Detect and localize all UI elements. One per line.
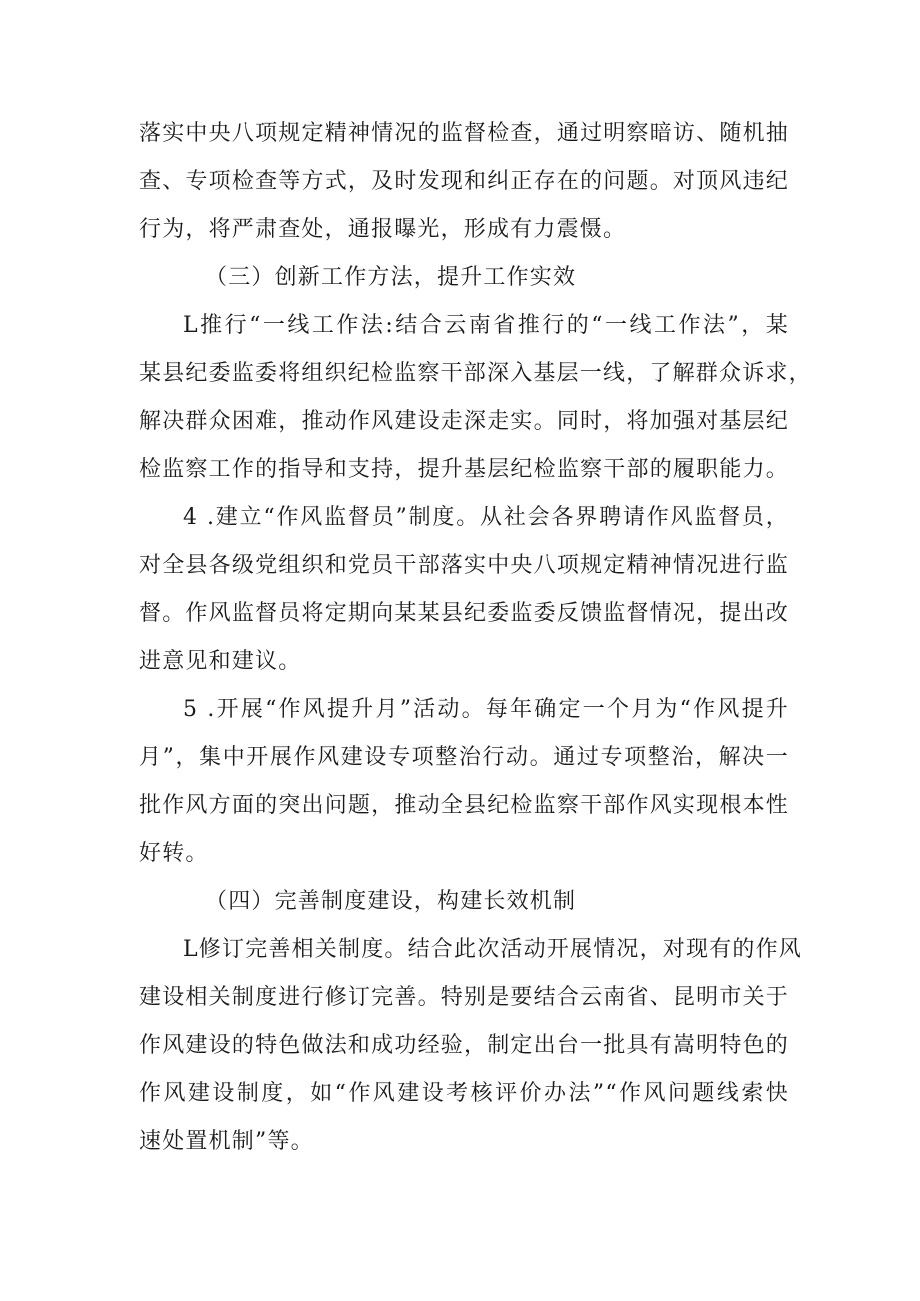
text-line: 督。作风监督员将定期向某某县纪委监委反馈监督情况，提出改 xyxy=(139,601,789,626)
section-heading: （四）完善制度建设，构建长效机制 xyxy=(205,889,577,914)
document-body xyxy=(139,110,812,1166)
text-line: 检监察工作的指导和支持，提升基层纪检监察干部的履职能力。 xyxy=(139,457,789,482)
paragraph-first-line: 4 .建立“作风监督员”制度。从社会各界聘请作风监督员， xyxy=(183,505,789,530)
text-line: 解决群众困难，推动作风建设走深走实。同时，将加强对基层纪 xyxy=(139,409,789,434)
section-heading: （三）创新工作方法，提升工作实效 xyxy=(205,265,577,290)
text-line: 批作风方面的突出问题，推动全县纪检监察干部作风实现根本性 xyxy=(139,793,789,818)
paragraph-first-line: L推行“一线工作法:结合云南省推行的“一线工作法”，某 xyxy=(183,313,789,338)
text-line: 查、专项检查等方式，及时发现和纠正存在的问题。对顶风违纪 xyxy=(139,169,789,194)
text-line: 作风建设制度，如“作风建设考核评价办法”“作风问题线索快 xyxy=(139,1081,789,1106)
text-line: 建设相关制度进行修订完善。特别是要结合云南省、昆明市关于 xyxy=(139,985,789,1010)
text-line: 行为，将严肃查处，通报曝光，形成有力震慑。 xyxy=(139,217,627,242)
text-line: 作风建设的特色做法和成功经验，制定出台一批具有嵩明特色的 xyxy=(139,1033,789,1058)
text-line: 对全县各级党组织和党员干部落实中央八项规定精神情况进行监 xyxy=(139,553,789,578)
text-line: 月”，集中开展作风建设专项整治行动。通过专项整治，解决一 xyxy=(139,745,789,770)
text-line: 好转。 xyxy=(139,841,209,866)
text-line: 落实中央八项规定精神情况的监督检查，通过明察暗访、随机抽 xyxy=(139,121,789,146)
text-line: 某县纪委监委将组织纪检监察干部深入基层一线，了解群众诉求， xyxy=(139,361,812,386)
paragraph-first-line: L修订完善相关制度。结合此次活动开展情况，对现有的作风 xyxy=(183,937,803,962)
text-line: 速处置机制”等。 xyxy=(139,1129,314,1154)
text-line: 进意见和建议。 xyxy=(139,649,302,674)
paragraph-first-line: 5 .开展“作风提升月”活动。每年确定一个月为“作风提升 xyxy=(183,697,789,722)
